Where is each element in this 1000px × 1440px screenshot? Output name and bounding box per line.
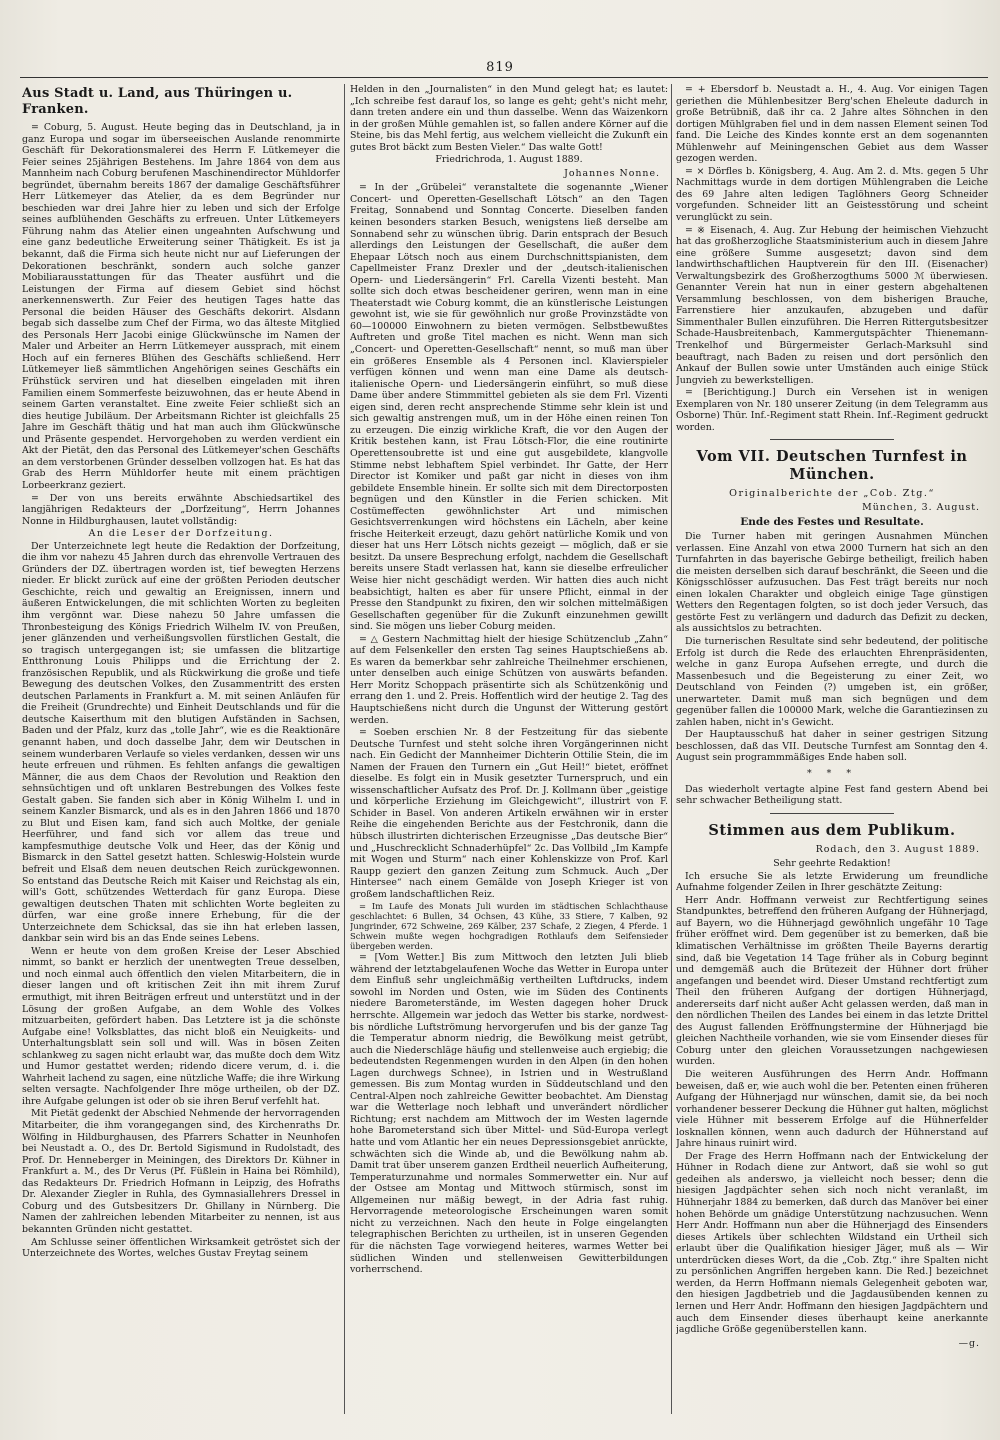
article-concert-review: = In der „Grübelei“ veranstaltete die sogenannte „Wiener Concert- und Operetten-Gesellschaft Lötsch“ an den Tagen Freitag, Sonnabend und Sonntag Concerte. Dieselben fanden keinen besonders starken Besuch, wenigstens ließ derselbe am Sonnabend sehr zu wünschen übrig. Darin entsprach der Besuch allerdings den Leistungen der Gesellschaft, die außer dem Ehepaar Lötsch noch aus einem Durchschnittspianisten, dem Capellmeister Franz Drexler und der „deutsch-italienischen Opern- und Liedersängerin“ Frl. Carella Vizenti besteht. Man sollte sich doch etwas bescheidener geriren, wenn man in eine Theaterstadt wie Coburg kommt, die an künstlerische Leistungen gewohnt ist, wie sie für gewöhnlich nur große Provinzstädte von 60—100000 Einwohnern zu bieten vermögen. Selbstbewußtes Auftreten und große Titel machen es nicht. Wenn man sich „Concert- und Operetten-Gesellschaft“ nennt, so muß man über ein größeres Ensemble als 4 Personen incl. Klavierspieler verfügen können und wenn man eine Dame als deutsch-italienische Opern- und Liedersängerin einführt, so muß diese Dame über andere Stimmmittel gebieten als sie dem Frl. Vizenti eigen sind, deren recht ansprechende Stimme sehr klein ist und sich gewaltig anstrengen muß, um in der Höhe einen reinen Ton zu erzeugen. Die einzig wirkliche Kraft, die vor den Augen der Kritik bestehen kann, ist Frau Lötsch-Flor, die eine routinirte Operettensoubrette ist und eine gut ausgebildete, klangvolle Stimme nebst lebhaftem Spiel verbindet. Ihr Gatte, der Herr Director ist Komiker und paßt gar nicht in dieses von ihm gebildete Ensemble hinein. Er sollte sich mit dem Directorposten begnügen und den Künstler in die Ferien schicken. Mit Costümeffecten gewöhnlichster Art und mimischen Gesichtsverrenkungen wird höchstens ein Lächeln, aber keine frische Heiterkeit erzeugt, dazu gehört natürliche Komik und von dieser hat uns Herr Lötsch nichts gezeigt — möglich, daß er sie besitzt. Da unsere Besprechung erfolgt, nachdem die Gesellschaft bereits unsere Stadt verlassen hat, kann sie dieselbe erfreulicher Weise hier nicht geschädigt werden. Wir hatten dies auch nicht beabsichtigt, halten es aber für unsere Pflicht, einmal in der Presse den Standpunkt zu fixiren, den wir solchen mittelmäßigen Gesellschaften gegenüber für die Zukunft einzunehmen gewillt sind. Sie mögen uns lieber Coburg meiden.: [350, 182, 668, 633]
article-slaughterhouse: = Im Laufe des Monats Juli wurden im städtischen Schlachthause geschlachtet: 6 Bullen, 34 Ochsen, 43 Kühe, 33 Stiere, 7 Kalben, 92 Jungrinder, 672 Schweine, 269 Kälber, 237 Schafe, 2 Ziegen, 4 Pferde. 1 Schwein mußte wegen hochgradigen Rothlaufs dem Seifensieder übergeben werden.: [350, 901, 668, 952]
column-rule-2: [671, 84, 672, 1414]
letter-signature: —g.: [958, 1337, 980, 1349]
turnfest-paragraph-4: Das wiederholt vertagte alpine Fest fand gestern Abend bei sehr schwacher Betheiligung statt.: [676, 783, 988, 807]
letter-salutation: Sehr geehrte Redaktion!: [773, 858, 891, 870]
header-rule: [20, 77, 988, 78]
asterism: * * *: [806, 767, 858, 779]
letter-paragraph-4: Der Frage des Herrn Hoffmann nach der Entwickelung der Hühner in Rodach diene zur Antwort, daß sie wohl so gut gedeihen als anderswo, ja vielleicht noch besser; denn die hiesigen Jagdpächter sehen sich noch nicht veranlaßt, im Hühnerjahr 1884 zu bemerken, daß durch das Manöver bei einer hohen Behörde um gnädige Unterstützung nachzusuchen. Wenn Herr Andr. Hoffmann nun aber die Hühnerjagd des Einsenders dieses Artikels über schlechten Wildstand ein Urtheil sich erlaubt über die Qualifikation hiesiger Jäger, muß als — Wir unterdrücken dieses Wort, da die „Cob. Ztg.“ ihre Spalten nicht zu persönlichen Angriffen hergeben kann. Die Red.] bezeichnet werden, da Herrn Hoffmann niemals Gelegenheit geboten war, den hiesigen Jagdbetrieb und die Jagdausübenden kennen zu lernen und Herr Andr. Hoffmann den hiesigen Jagdpächtern und auch dem Einsender dieses überhaupt keine anerkannte jagdliche Größe gegenüberstellen kann.: [676, 1150, 988, 1336]
article-correction: = [Berichtigung.] Durch ein Versehen ist in wenigen Exemplaren von Nr. 180 unserer Zeitung (in dem Telegramm aus Osborne) Thür. Inf.-Regiment statt Rhein. Inf.-Regiment gedruckt worden.: [676, 387, 988, 433]
divider: [770, 439, 895, 440]
article-ebersdorf: = + Ebersdorf b. Neustadt a. H., 4. Aug. Vor einigen Tagen geriethen die Mühlenbesitzer Berg'schen Eheleute dadurch in große Betrübniß, daß ihr ca. 2 Jahre altes Söhnchen in den dortigen Mühlgraben fiel und in dem nassen Element seinen Tod fand. Die Leiche des Kindes konnte erst an dem sogenannten Mühlenwehr auf Meiningenschen Gebiet aus dem Wasser gezogen werden.: [676, 84, 988, 165]
turnfest-subtitle: Originalberichte der „Cob. Ztg.“: [729, 488, 935, 500]
divider-2: [770, 813, 895, 814]
article-coburg-jubilee: = Coburg, 5. August. Heute beging das in Deutschland, ja in ganz Europa und sogar im überseeischen Auslande renommirte Geschäft für Dekorationsmalerei des Herrn F. Lütkemeyer die Feier seines 25jährigen Bestehens. Im Jahre 1864 von dem aus Mannheim nach Coburg berufenen Maschinendirector Mühldorfer begründet, übernahm bereits 1867 der damalige Geschäftsführer Herr Lütkemeyer das Atelier, da es dem Begründer nur beschieden war drei Jahre hier zu leben und sich der Erfolge seines aufblühenden Geschäfts zu erfreuen. Unter Lütkemeyers Führung nahm das Atelier einen ungeahnten Aufschwung und eine ganz bedeutliche Erweiterung seiner Thätigkeit. Es ist ja bekannt, daß die Firma sich heute nicht nur auf Lieferungen der Dekorationen beschränkt, sondern auch solche ganzer Mobiliarausstattungen für das Theater ausführt und die Leistungen der Firma auf diesem Gebiet sind höchst anerkennenswerth. Zur Feier des heutigen Tages hatte das Personal die beiden Häuser des Geschäfts dekorirt. Alsdann begab sich dasselbe zum Chef der Firma, wo das älteste Mitglied des Personals Herr Jacobi einige Glückwünsche im Namen der Maler und Arbeiter an Herrn Lütkemeyer aussprach, mit einem Hoch auf ein ferneres Blühen des Geschäfts schließend. Herr Lütkemeyer ließ sämmtlichen Angehörigen seines Geschäfts ein Frühstück serviren und hat dieselben eingeladen mit ihren Familien einem Sommerfeste beizuwohnen, das er heute Abend in seinem Garten veranstaltet. Eine zweite Feier schließt sich an dies heutige Jubiläum. Der Arbeitsmann Richter ist gleichfalls 25 Jahre im Geschäft thätig und hat man auch ihm Glückwünsche und Präsente gespendet. Hervorgehoben zu werden verdient ein Akt der Pietät, den das Personal des Lütkemeyer'schen Geschäfts an dem verstorbenen Gründer desselben vollzogen hat. Es hat das Grab des Herrn Mühldorfer heute mit einem prächtigen Lorbeerkranz geziert.: [22, 122, 340, 491]
column-rule-1: [344, 84, 345, 1414]
public-voices-title: Stimmen aus dem Publikum.: [708, 821, 956, 839]
farewell-paragraph-2: Wenn er heute von dem großen Kreise der Leser Abschied nimmt, so bankt er herzlich der unentwegten Treue desselben, und noch einmal auch öffentlich den vielen Mitarbeitern, die in dieser langen und oft kritischen Zeit ihn mit ihrem Zuruf ermuthigt, mit ihren Beiträgen erfreut und unterstützt und in der Lösung der großen Aufgabe, an dem Wohle des Volkes mitzuarbeiten, gefördert haben. Das Letztere ist ja die schönste Aufgabe eine! Volksblattes, das nicht bloß ein Neuigkeits- und Unterhaltungsblatt sein soll und will. Was in bösen Zeiten schlankweg zu sagen nicht erlaubt war, das mußte doch dem Witz und Humor gestattet werden; ridendo dicere verum, d. i. die Wahrheit lachend zu sagen, eine nützliche Waffe; die ihre Wirkung selten versagte. Nachfolgender Ihre möge urtheilen, ob der DZ. ihre Aufgabe gelungen ist oder ob sie ihren Beruf verfehlt hat.: [22, 945, 340, 1107]
farewell-paragraph-3: Mit Pietät gedenkt der Abschied Nehmende der hervorragenden Mitarbeiter, die ihm vorangegangen sind, des Kirchenraths Dr. Wölfing in Hildburghausen, des Pfarrers Schatter in Neunhofen bei Neustadt a. O., des Dr. Bertold Sigismund in Rudolstadt, des Prof. Dr. Henneberger in Meiningen, des Direktors Dr. Kühner in Frankfurt a. M., des Dr Verus (Pf. Füßlein in Haina bei Römhild), das Redakteurs Dr. Friedrich Hofmann in Leipzig, des Hofraths Dr. Alexander Ziegler in Ruhla, des Gymnasiallehrers Dressel in Coburg und des Gutsbesitzers Dr. Ghillany in Nürnberg. Die Namen der zahlreichen lebenden Mitarbeiter zu nennen, ist aus bekannten Gründen nicht gestattet.: [22, 1108, 340, 1235]
article-shooting-club: = △ Gestern Nachmittag hielt der hiesige Schützenclub „Zahn“ auf dem Felsenkeller den ersten Tag seines Hauptschießens ab. Es waren da bemerkbar sehr zahlreiche Theilnehmer erschienen, unter denselben auch einige Schützen von auswärts befanden. Herr Moritz Schoppach präsentirte sich als Schützenkönig und errang den 1. und 2. Preis. Hoffentlich wird der heutige 2. Tag des Hauptschießens nicht durch die Ungunst der Witterung gestört werden.: [350, 633, 668, 726]
page-number: 819: [486, 60, 514, 75]
section-header-local-news: Aus Stadt u. Land, aus Thüringen u. Franken.: [22, 86, 293, 117]
turnfest-section-heading: Ende des Festes und Resultate.: [740, 515, 924, 528]
farewell-heading: An die Leser der Dorfzeitung.: [88, 528, 274, 540]
article-weather: = [Vom Wetter.] Bis zum Mittwoch den letzten Juli blieb während der letztabgelaufenen Woche das Wetter in Europa unter dem Einfluß sehr ungleichmäßig vertheilten Luftdrucks, indem sowohl im Norden und Osten, wie im Süden des Continents niedere Barometerstände, im Westen dagegen hoher Druck herrschte. Allgemein war jedoch das Wetter bis starke, nordwest- bis nördliche Luftströmung hervorgerufen und bis der ganze Tag die Temperatur abnorm niedrig, die Bewölkung meist getrübt, auch die Niederschläge häufig und stellenweise auch ergiebig; die bedeutendsten Regenmengen wurden in den Alpen (in den hohen Lagen durchwegs Schnee), in Istrien und in Westrußland gemessen. Bis zum Montag wurden in Süddeutschland und den Central-Alpen noch zahlreiche Gewitter beobachtet. Am Dienstag war die Wetterlage noch lebhaft und unverändert nördlicher Richtung; erst nachdem am Mittwoch der im Westen lagernde hohe Barometerstand sich über Mittel- und Süd-Europa verlegt hatte und vom Atlantic her ein neues Depressionsgebiet anrückte, schwächten sich die Winde ab, und die Bewölkung nahm ab. Damit trat über unserem ganzen Erdtheil neuerlich Aufheiterung, Temperaturzunahme und normales Sommerwetter ein. Nur auf der Ostsee am Montag und Mittwoch stürmisch, sonst im Allgemeinen nur mäßig bewegt, in der Adria fast ruhig. Hervorragende meteorologische Erscheinungen waren somit nicht zu verzeichnen. Nach den heute in Folge eingelangten telegraphischen Berichten zu urtheilen, ist in unseren Gegenden für die nächsten Tage vorwiegend heiteres, warmes Wetter bei südlichen Winden und stellenweisen Gewitterbildungen vorherrschend.: [350, 952, 668, 1276]
column-2: [350, 84, 668, 1414]
turnfest-paragraph-3: Der Hauptausschuß hat daher in seiner gestrigen Sitzung beschlossen, daß das VII. Deutsche Turnfest am Sonntag den 4. August sein programmmäßiges Ende haben soll.: [676, 729, 988, 764]
turnfest-title: Vom VII. Deutschen Turnfest in München.: [696, 448, 968, 484]
letter-paragraph-2: Herr Andr. Hoffmann verweist zur Rechtfertigung seines Standpunktes, betreffend den früheren Aufgang der Hühnerjagd, auf Bayern, wo die Hühnerjagd gewöhnlich ungefähr 10 Tage früher eröffnet wird. Dem gegenüber ist zu bemerken, daß bie klimatischen Verhältnisse im größten Theile Bayerns derartig sind, daß bie Vegetation 14 Tage früher als in Coburg beginnt und demgemäß auch die Brütezeit der Hühner dort früher angefangen und beendet wird. Dieser Umstand rechtfertigt zum Theil den früheren Aufgang der dortigen Hühnerjagd, andererseits darf nicht außer Acht gelassen werden, daß man in den nördlichen Theilen des Landes bei einem in das letzte Drittel des August fallenden Eröffnungstermine der Hühnerjagd bie gleichen Nachtheile vorhanden, wie sie vom Einsender dieses für Coburg unter den gleichen Voraussetzungen nachgewiesen wurden.: [676, 894, 988, 1068]
farewell-place-date: Friedrichroda, 1. August 1889.: [435, 154, 583, 166]
turnfest-paragraph-2: Die turnerischen Resultate sind sehr bedeutend, der politische Erfolg ist durch die Rede des erlauchten Ehrenpräsidenten, welche in ganz Europa Aufsehen erregte, und durch die Massenbesuch und die Begeisterung zu einer Zeit, wo Deutschland von Feinden (?) umgeben ist, ein größer, unerwarteter. Damit muß man sich begnügen und dem gegenüber fallen die 100000 Mark, welche die Garantiezinsen zu zahlen haben, nicht in's Gewicht.: [676, 635, 988, 728]
column-3: [676, 84, 988, 1414]
farewell-continuation: Helden in den „Journalisten“ in den Mund gelegt hat; es lautet: „Ich schreibe fest darauf los, so lange es geht; geht's nicht mehr, dann treten andere ein und thun dasselbe. Wenn das Waizenkorn in der großen Mühle gemahlen ist, so fallen andere Körner auf die Steine, bis das Mehl fertig, aus welchem vielleicht die Zukunft ein gutes Brot bäckt zum Besten Vieler.“ Das walte Gott!: [350, 84, 668, 153]
letter-dateline: Rodach, den 3. August 1889.: [815, 843, 980, 855]
turnfest-dateline: München, 3. August.: [862, 501, 980, 513]
article-festzeitung: = Soeben erschien Nr. 8 der Festzeitung für das siebente Deutsche Turnfest und steht solche ihren Vorgängerinnen nicht nach. Ein Gedicht der Mannheimer Dichterin Ottilie Stein, die im Namen der Frauen den Turnern ein „Gut Heil!“ bietet, eröffnet dieselbe. Es folgt ein in Musik gesetzter Turnerspruch, und ein wissenschaftlicher Aufsatz des Prof. Dr. J. Kollmann über „geistige und körperliche Erziehung im Gleichgewicht“, illustrirt von F. Schider in Basel. Von anderen Artikeln erwähnen wir in erster Reihe die eingehenden Berichte aus der Festchronik, dann die hübsch illustrirten dichterischen Erzeugnisse „Das deutsche Bier“ und „Huschrecklicht Schnaderhüpfel“ 2c. Das Vollbild „Im Kampfe mit Wogen und Sturm“ nach einer Kohlenskizze von Prof. Karl Raupp geziert den ganzen Zeitung zum Schmuck. Auch „Der Hintersee“ nach einem Gemälde von Joseph Krieger ist von großem landschaftlichen Reiz.: [350, 727, 668, 900]
turnfest-paragraph-1: Die Turner haben mit geringen Ausnahmen München verlassen. Eine Anzahl von etwa 2000 Turnern hat sich an den Turnfahrten in das bayerische Gebirge betheiligt, freilich haben die meisten derselben sich darauf beschränkt, die Seeen und die Königsschlösser aufzusuchen. Das Fest trägt bereits nur noch einen lokalen Charakter und obgleich einige Tage günstigen Wetters den Regentagen folgten, so ist doch jeder Versuch, das gestörte Fest zu verlängern und dadurch das Defizit zu decken, als aussichtslos zu betrachten.: [676, 531, 988, 635]
column-1: [22, 84, 340, 1414]
article-doerfles: = × Dörfles b. Königsberg, 4. Aug. Am 2. d. Mts. gegen 5 Uhr Nachmittags wurde in dem dortigen Mühlengraben die Leiche des 69 Jahre alten ledigen Taglöhners Georg Schneider vorgefunden. Schneider litt an Geistesstörung und scheint verunglückt zu sein.: [676, 165, 988, 224]
letter-paragraph-1: Ich ersuche Sie als letzte Erwiderung um freundliche Aufnahme folgender Zeilen in Ihrer geschätzte Zeitung:: [676, 870, 988, 894]
farewell-paragraph-1: Der Unterzeichnete legt heute die Redaktion der Dorfzeitung, die ihm vor nahezu 45 Jahren durch das ehrenvolle Vertrauen des Gründers der DZ. übertragen worden ist, tief bewegten Herzens nieder. Er blickt zurück auf eine der größten Perioden deutscher Geschichte, reich und gewaltig an Ereignissen, innern und äußeren Entwickelungen, die mit schlichten Worten zu begleiten ihm vergönnt war. Diese nahezu 50 Jahre umfassen die Thronbesteigung des Königs Friedrich Wilhelm IV. von Preußen, jener glänzenden und verheißungsvollen fürstlichen Gestalt, die so tragisch untergegangen ist; sie umfassen die blitzartige Entthronung Louis Philipps und die Errichtung der 2. französischen Republik, und als Rückwirkung die große und tiefe Bewegung des deutschen Volkes, den Zusammentritt des ersten deutschen Parlaments in Frankfurt a. M. mit seinen Anläufen für die Freiheit (Grundrechte) und Einheit Deutschlands und für die deutsche Kaiserthum mit den blutigen Aufständen in Sachsen, Baden und der Pfalz, kurz das „tolle Jahr“, wie es die Reaktionäre genannt haben, und doch dasselbe Jahr, dem wir Deutschen in seinem wunderbaren Verlaufe so vieles verdanken, dessen wir uns heute erfreuen und rühmen. Es fehlten anfangs die gewaltigen Männer, die aus dem Chaos der Revolution und Reaktion den sehnsüchtigen und oft unklaren Bestrebungen des Volkes feste Gestalt gaben. Sie fanden sich aber in König Wilhelm I. und in seinem Kanzler Bismarck, und als es in den Jahren 1866 und 1870 zu Blut und Eisen kam, fand sich auch Moltke, der geniale Heerführer, und fand sich vor allem das treue und kampfesmuthige deutsche Volk und Heer, das der König und Bismarck in den Sattel gesetzt hatten. Schleswig-Holstein wurde befreit und Elsaß dem neuen deutschen Reich zurückgewonnen. So entstand das Deutsche Reich mit Kaiser und Reichstag als ein, will's Gott, schützendes Wetterdach für ganz Europa. Diese gewaltigen deutschen Thaten mit schlichten Worte begleiten zu dürfen, war eine große innere Erhebung, für die der Unterzeichnete dem Schicksal, das sie ihn hat erleben lassen, dankbar sein wird bis an das Ende seines Lebens.: [22, 540, 340, 945]
article-eisenach: = ※ Eisenach, 4. Aug. Zur Hebung der heimischen Viehzucht hat das großherzogliche Staatsministerium auch in diesem Jahre eine größere Summe ausgesetzt; davon sind dem landwirthschaftlichen Hauptverein für den III. (Eisenacher) Verwaltungsbezirk des Großherzogthums 5000 ℳ überwiesen. Genannter Verein hat nun in einer gestern abgehaltenen Versammlung beschlossen, von dem bisherigen Brauche, Farrenstiere hier anzukaufen, abzugeben und dafür Simmenthaler Bullen einzuführen. Die Herren Rittergutsbesitzer Schade-Hausbreitenbach, Kammergutspächter Thienemann-Trenkelhof und Bürgermeister Gerlach-Marksuhl sind beauftragt, nach Baden zu reisen und dort persönlich den Ankauf der Bullen sowie unter Umständen auch einige Stück Jungvieh zu bewerkstelligen.: [676, 224, 988, 386]
letter-paragraph-3: Die weiteren Ausführungen des Herrn Andr. Hoffmann beweisen, daß er, wie auch wohl die ber. Petenten einen früheren Aufgang der Hühnerjagd nur wünschen, damit sie, da bei noch vorhandener besserer Deckung die Hühner gut halten, möglichst viele Hühner mit besserem Erfolge auf die Hühnerfelder losknallen können, wenn auch dadurch der Hühnerstand auf Jahre hinaus ruinirt wird.: [676, 1069, 988, 1150]
article-nonne-farewell-intro: = Der von uns bereits erwähnte Abschiedsartikel des langjährigen Redakteurs der „Dorfzeitung“, Herrn Johannes Nonne in Hildburghausen, lautet vollständig:: [22, 492, 340, 527]
farewell-paragraph-4: Am Schlusse seiner öffentlichen Wirksamkeit getröstet sich der Unterzeichnete des Wortes, welches Gustav Freytag seinem: [22, 1236, 340, 1260]
farewell-signature: Johannes Nonne.: [564, 167, 660, 179]
